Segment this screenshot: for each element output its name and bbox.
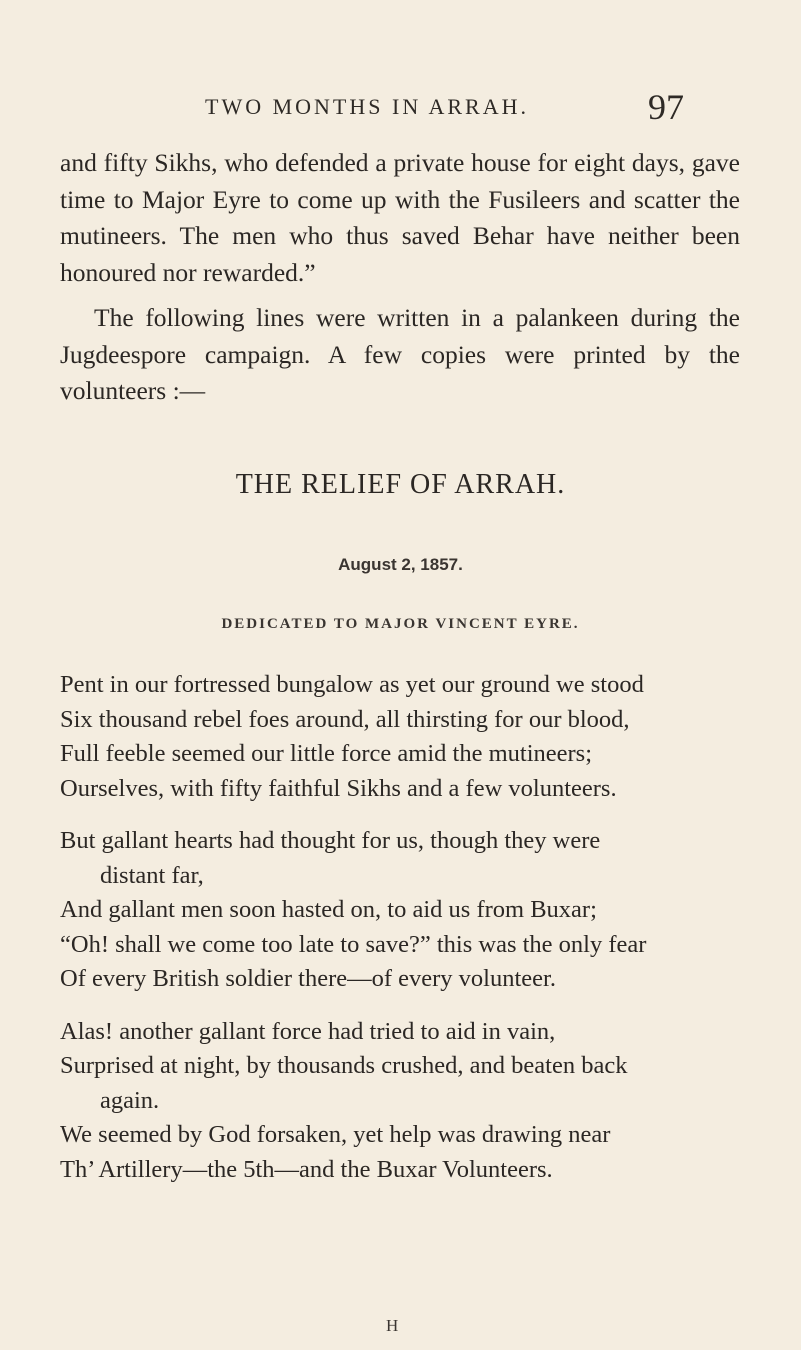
prose-paragraph: The following lines were written in a palankeen during the Jugdeespore campaign. A few copies were printed by the volunteers :—	[60, 303, 740, 405]
poem-date: August 2, 1857.	[338, 555, 463, 574]
running-title: TWO MONTHS IN ARRAH.	[205, 94, 529, 119]
stanza	[60, 668, 750, 806]
signature-mark: H	[386, 1316, 399, 1335]
verse-line: Surprised at night, by thousands crushed, and beaten back	[60, 1052, 628, 1079]
verse-line: And gallant men soon hasted on, to aid us from Buxar;	[60, 896, 597, 923]
verse-line-continuation: again.	[100, 1086, 160, 1114]
page-number: 97	[648, 87, 684, 127]
poem-title: THE RELIEF OF ARRAH.	[235, 469, 566, 500]
verse-line: Full feeble seemed our little force amid the mutineers;	[60, 740, 593, 767]
verse-line: Ourselves, with fifty faithful Sikhs and a few volunteers.	[60, 774, 617, 802]
poem-dedication: DEDICATED TO MAJOR VINCENT EYRE.	[221, 616, 580, 632]
prose-paragraph: and fifty Sikhs, who defended a private house for eight days, gave time to Major Eyre to come up with the Fusileers and scatter the mutineers. The men who thus saved Behar have neither been honoured nor rewarded.”	[60, 148, 740, 287]
verse-line: Of every British soldier there—of every volunteer.	[60, 965, 556, 992]
verse-line-continuation: distant far,	[100, 861, 204, 889]
verse-line: “Oh! shall we come too late to save?” this was the only fear	[60, 930, 647, 958]
prose-block	[60, 145, 740, 410]
poem-body	[60, 668, 750, 1205]
running-head	[0, 87, 801, 132]
verse-line: Th’ Artillery—the 5th—and the Buxar Volunteers.	[60, 1155, 553, 1183]
verse-line: We seemed by God forsaken, yet help was drawing near	[60, 1121, 611, 1148]
stanza	[60, 824, 750, 997]
stanza	[60, 1015, 750, 1188]
verse-line: Six thousand rebel foes around, all thirsting for our blood,	[60, 705, 630, 733]
verse-line: Alas! another gallant force had tried to aid in vain,	[60, 1017, 556, 1045]
verse-line: But gallant hearts had thought for us, though they were	[60, 827, 601, 854]
verse-line: Pent in our fortressed bungalow as yet our ground we stood	[60, 671, 644, 698]
